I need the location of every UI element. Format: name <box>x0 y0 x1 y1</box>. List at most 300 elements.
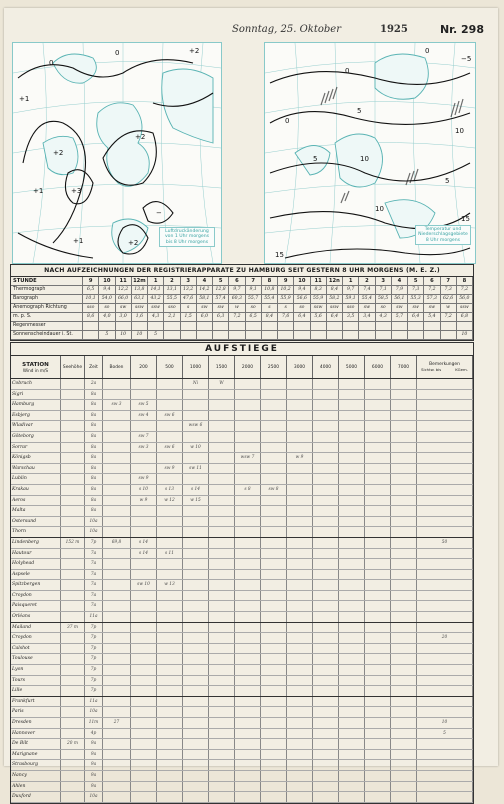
station-value <box>235 411 261 421</box>
station-value <box>287 390 313 400</box>
station-value <box>287 633 313 643</box>
station-value <box>417 591 473 601</box>
station-value <box>391 549 417 559</box>
registry-value: 13,2 <box>181 286 197 295</box>
station-value <box>339 580 365 590</box>
station-value <box>417 464 473 474</box>
station-value <box>417 612 473 622</box>
svg-text:−: − <box>156 209 162 217</box>
station-value <box>365 421 391 431</box>
station-value <box>313 729 339 739</box>
station-value <box>131 453 157 463</box>
registry-row-label: m. p. S. <box>11 313 83 322</box>
station-value: 8a <box>85 453 103 463</box>
station-value <box>313 654 339 664</box>
station-value <box>61 580 85 590</box>
registry-value <box>343 322 359 331</box>
station-value <box>131 686 157 696</box>
registry-value: ssw <box>148 304 164 313</box>
station-value: 7p <box>85 633 103 643</box>
station-value <box>103 432 131 442</box>
station-value <box>417 527 473 537</box>
station-value <box>339 782 365 792</box>
station-value <box>417 496 473 506</box>
station-value <box>287 771 313 781</box>
station-value <box>131 421 157 431</box>
station-value <box>183 453 209 463</box>
svg-text:15: 15 <box>275 251 284 259</box>
station-value <box>417 601 473 611</box>
station-value: 8a <box>85 464 103 474</box>
station-row <box>11 633 473 644</box>
station-value <box>103 697 131 707</box>
station-value <box>339 750 365 760</box>
station-row <box>11 421 473 432</box>
station-value <box>339 432 365 442</box>
station-value <box>339 697 365 707</box>
registry-value: sso <box>164 304 180 313</box>
registry-row-label: Thermograph <box>11 286 83 295</box>
station-value <box>365 506 391 516</box>
registry-value: 47,6 <box>181 295 197 304</box>
station-value <box>183 601 209 611</box>
station-value <box>183 718 209 728</box>
station-value <box>61 549 85 559</box>
station-value <box>339 676 365 686</box>
station-value <box>61 496 85 506</box>
station-value <box>391 570 417 580</box>
station-value <box>261 443 287 453</box>
station-value <box>235 496 261 506</box>
station-value <box>209 538 235 548</box>
station-value <box>183 782 209 792</box>
hour-cell: 9 <box>83 277 99 286</box>
station-value <box>287 654 313 664</box>
station-value: 7p <box>85 538 103 548</box>
station-value: 7p <box>85 686 103 696</box>
station-value <box>391 739 417 749</box>
station-value <box>157 517 183 527</box>
station-row <box>11 623 473 634</box>
station-value <box>157 654 183 664</box>
registry-value: 5,7 <box>392 313 408 322</box>
station-value <box>261 760 287 770</box>
registry-value: 5,4 <box>424 313 440 322</box>
registry-title: NACH AUFZEICHNUNGEN DER REGISTRIERAPPARATE ZU HAMBURG SEIT GESTERN 8 UHR MORGENS (M. E. Z.) <box>11 265 473 277</box>
station-value <box>339 400 365 410</box>
hour-cell: 8 <box>262 277 278 286</box>
registry-value: 58,5 <box>376 295 392 304</box>
station-value <box>261 549 287 559</box>
station-value <box>183 750 209 760</box>
station-value <box>209 729 235 739</box>
station-value <box>339 729 365 739</box>
registry-value <box>441 322 457 331</box>
registry-value: 57,4 <box>213 295 229 304</box>
svg-text:10: 10 <box>360 155 369 163</box>
station-value <box>287 443 313 453</box>
hour-cell: 11 <box>311 277 327 286</box>
station-value <box>103 771 131 781</box>
station-value <box>157 570 183 580</box>
station-value <box>103 453 131 463</box>
hour-cell: 8 <box>457 277 473 286</box>
station-value <box>261 559 287 569</box>
station-value <box>417 559 473 569</box>
station-value <box>157 718 183 728</box>
svg-text:+1: +1 <box>33 187 44 195</box>
station-value <box>131 707 157 717</box>
station-value <box>287 580 313 590</box>
svg-text:−5: −5 <box>461 55 472 63</box>
station-value <box>417 432 473 442</box>
station-value <box>103 612 131 622</box>
station-value <box>131 464 157 474</box>
station-value <box>391 474 417 484</box>
registry-value: 14,2 <box>197 286 213 295</box>
station-value <box>61 591 85 601</box>
station-name: Mailand <box>11 623 61 633</box>
station-value <box>157 506 183 516</box>
station-name: Holyhead <box>11 559 61 569</box>
station-value <box>131 792 157 802</box>
issue-number: Nr. 298 <box>439 23 484 36</box>
hour-cell: 2 <box>164 277 180 286</box>
registry-grid <box>11 277 473 340</box>
station-value <box>183 623 209 633</box>
svg-text:+2: +2 <box>128 239 139 247</box>
registry-value: 7,2 <box>441 313 457 322</box>
svg-text:0: 0 <box>49 59 54 67</box>
station-value: 7a <box>85 601 103 611</box>
station-value <box>339 474 365 484</box>
station-value <box>313 591 339 601</box>
station-value <box>61 474 85 484</box>
registry-value: 3,0 <box>116 313 132 322</box>
station-value <box>183 771 209 781</box>
station-name: Aeros <box>11 496 61 506</box>
registry-value: 10,2 <box>278 286 294 295</box>
station-value <box>209 517 235 527</box>
registry-value <box>181 322 197 331</box>
station-name: Dresden <box>11 718 61 728</box>
station-value <box>183 390 209 400</box>
station-value: 8a <box>85 443 103 453</box>
station-value <box>417 697 473 707</box>
registry-value <box>327 331 343 340</box>
registry-value <box>246 331 262 340</box>
station-value <box>339 443 365 453</box>
svg-text:5: 5 <box>357 107 362 115</box>
station-value <box>183 633 209 643</box>
column-header: Boden <box>103 356 131 378</box>
station-value <box>209 570 235 580</box>
station-value <box>157 591 183 601</box>
station-value <box>103 464 131 474</box>
hour-cell: 12n <box>327 277 343 286</box>
station-value <box>157 665 183 675</box>
station-value <box>365 453 391 463</box>
station-value <box>209 485 235 495</box>
registry-value: 55,9 <box>311 295 327 304</box>
station-value <box>313 464 339 474</box>
station-value <box>157 771 183 781</box>
station-value <box>287 474 313 484</box>
station-value: sw 4 <box>131 411 157 421</box>
station-value <box>313 750 339 760</box>
station-value <box>391 591 417 601</box>
station-value <box>287 527 313 537</box>
station-value <box>313 580 339 590</box>
registry-value: 55,3 <box>408 295 424 304</box>
station-name: Spitzbergen <box>11 580 61 590</box>
registry-value: 55,5 <box>164 295 180 304</box>
registry-value: 55,7 <box>246 295 262 304</box>
station-value <box>391 464 417 474</box>
station-value <box>391 707 417 717</box>
station-value <box>365 697 391 707</box>
station-name: Warschau <box>11 464 61 474</box>
station-value <box>391 792 417 802</box>
station-value: 20 <box>417 633 473 643</box>
station-value <box>131 729 157 739</box>
hour-cell: 11 <box>116 277 132 286</box>
station-value <box>261 654 287 664</box>
station-value: 2a <box>85 379 103 389</box>
station-value <box>103 665 131 675</box>
svg-text:+1: +1 <box>73 237 84 245</box>
station-value <box>183 760 209 770</box>
station-value: 7a <box>85 549 103 559</box>
svg-text:0: 0 <box>115 49 120 57</box>
station-value <box>417 485 473 495</box>
station-value: 10a <box>85 517 103 527</box>
station-value: 7p <box>85 676 103 686</box>
station-value <box>157 760 183 770</box>
station-value <box>287 792 313 802</box>
station-value <box>365 771 391 781</box>
station-value <box>103 496 131 506</box>
station-name: Göteborg <box>11 432 61 442</box>
station-value <box>391 782 417 792</box>
station-row <box>11 644 473 655</box>
station-value <box>209 390 235 400</box>
station-value <box>235 707 261 717</box>
registry-value: 9,7 <box>229 286 245 295</box>
station-value <box>339 570 365 580</box>
station-value <box>131 570 157 580</box>
station-name: Tours <box>11 676 61 686</box>
station-value <box>103 623 131 633</box>
station-value <box>209 654 235 664</box>
station-value <box>417 453 473 463</box>
registry-row-label: Barograph <box>11 295 83 304</box>
registry-value: 13,8 <box>132 286 148 295</box>
station-value: 9a <box>85 760 103 770</box>
station-name: Lublin <box>11 474 61 484</box>
station-value <box>209 686 235 696</box>
station-value <box>365 411 391 421</box>
station-value <box>417 707 473 717</box>
station-value <box>103 601 131 611</box>
station-value <box>417 739 473 749</box>
registry-value: sw <box>424 304 440 313</box>
station-value <box>183 400 209 410</box>
station-row <box>11 591 473 602</box>
registry-value: 56,6 <box>294 295 310 304</box>
station-row <box>11 390 473 401</box>
station-value <box>313 633 339 643</box>
station-name: Orléans <box>11 612 61 622</box>
station-value <box>287 400 313 410</box>
station-value <box>235 443 261 453</box>
station-value <box>157 697 183 707</box>
station-value <box>365 379 391 389</box>
station-value <box>365 580 391 590</box>
station-value <box>365 739 391 749</box>
station-value <box>261 676 287 686</box>
station-value <box>261 771 287 781</box>
station-value <box>131 623 157 633</box>
station-value <box>235 739 261 749</box>
station-value <box>313 443 339 453</box>
registry-row-label: Sonnenscheindauer i. St. <box>11 331 83 340</box>
registry-value: sw <box>197 304 213 313</box>
station-value <box>61 421 85 431</box>
station-value: w 9 <box>131 496 157 506</box>
station-value <box>313 782 339 792</box>
station-value <box>391 527 417 537</box>
station-value <box>287 686 313 696</box>
station-value <box>157 612 183 622</box>
station-value <box>313 549 339 559</box>
station-value <box>235 760 261 770</box>
station-value <box>131 644 157 654</box>
station-value <box>157 729 183 739</box>
hour-cell: 6 <box>424 277 440 286</box>
station-value <box>391 633 417 643</box>
column-header: 5000 <box>339 356 365 378</box>
station-value <box>235 633 261 643</box>
pressure-map-legend: Luftdruckänderung von 1 Uhr morgens bis 8 Uhr morgens <box>159 227 215 247</box>
station-value: sw 11 <box>183 464 209 474</box>
station-value <box>287 760 313 770</box>
svg-text:0: 0 <box>425 47 430 55</box>
station-value <box>365 633 391 643</box>
station-value: 10a <box>85 527 103 537</box>
station-value <box>391 612 417 622</box>
station-value <box>287 485 313 495</box>
station-value: 5 <box>417 729 473 739</box>
registry-value: sso <box>343 304 359 313</box>
registry-value: 14,1 <box>148 286 164 295</box>
station-value <box>183 665 209 675</box>
registry-value: ssw <box>457 304 473 313</box>
registry-value: 7,3 <box>408 286 424 295</box>
station-value <box>261 421 287 431</box>
svg-text:10: 10 <box>375 205 384 213</box>
station-row <box>11 527 473 538</box>
station-name: Marignane <box>11 750 61 760</box>
station-value <box>287 739 313 749</box>
station-value <box>339 612 365 622</box>
station-row <box>11 750 473 761</box>
station-value <box>339 453 365 463</box>
station-value <box>183 644 209 654</box>
station-value <box>339 527 365 537</box>
station-value <box>365 686 391 696</box>
svg-text:+2: +2 <box>189 47 200 55</box>
station-value <box>61 506 85 516</box>
svg-text:+3: +3 <box>71 187 82 195</box>
registry-value: sw <box>392 304 408 313</box>
station-value <box>157 782 183 792</box>
station-value <box>287 782 313 792</box>
station-value <box>391 496 417 506</box>
station-value <box>131 665 157 675</box>
registry-value: 3,4 <box>359 313 375 322</box>
station-value <box>287 517 313 527</box>
station-value <box>261 517 287 527</box>
station-row <box>11 665 473 676</box>
registry-value: 5 <box>99 331 115 340</box>
station-value: 7p <box>85 654 103 664</box>
registry-value <box>311 322 327 331</box>
station-value <box>61 644 85 654</box>
station-value: 8a <box>85 474 103 484</box>
station-row <box>11 432 473 443</box>
station-value <box>365 559 391 569</box>
registry-value <box>457 322 473 331</box>
station-value <box>103 686 131 696</box>
station-value: 8a <box>85 485 103 495</box>
column-header: 1000 <box>183 356 209 378</box>
registry-value: 7,4 <box>359 286 375 295</box>
station-value <box>235 517 261 527</box>
station-name: Lindenberg <box>11 538 61 548</box>
station-value <box>209 527 235 537</box>
station-value: w 15 <box>183 496 209 506</box>
station-value <box>157 633 183 643</box>
station-value <box>235 612 261 622</box>
station-value <box>103 676 131 686</box>
registry-value: 10,8 <box>262 286 278 295</box>
station-value <box>391 443 417 453</box>
station-header-sub: Wind in m/S <box>22 367 49 373</box>
station-name: Malta <box>11 506 61 516</box>
station-value <box>131 527 157 537</box>
station-value <box>103 654 131 664</box>
hour-cell: 12m <box>132 277 148 286</box>
registry-value: sw <box>408 304 424 313</box>
station-value <box>235 549 261 559</box>
station-value <box>209 718 235 728</box>
registry-value: 10,1 <box>83 295 99 304</box>
registry-value: w <box>229 304 245 313</box>
station-value <box>339 760 365 770</box>
station-value <box>261 432 287 442</box>
station-value: sw 7 <box>131 432 157 442</box>
station-value <box>417 443 473 453</box>
station-value <box>365 485 391 495</box>
station-value <box>391 390 417 400</box>
station-value <box>339 665 365 675</box>
registry-value: s <box>181 304 197 313</box>
station-value <box>209 644 235 654</box>
station-value: s 14 <box>131 538 157 548</box>
station-value <box>209 474 235 484</box>
station-value: 7p <box>85 623 103 633</box>
